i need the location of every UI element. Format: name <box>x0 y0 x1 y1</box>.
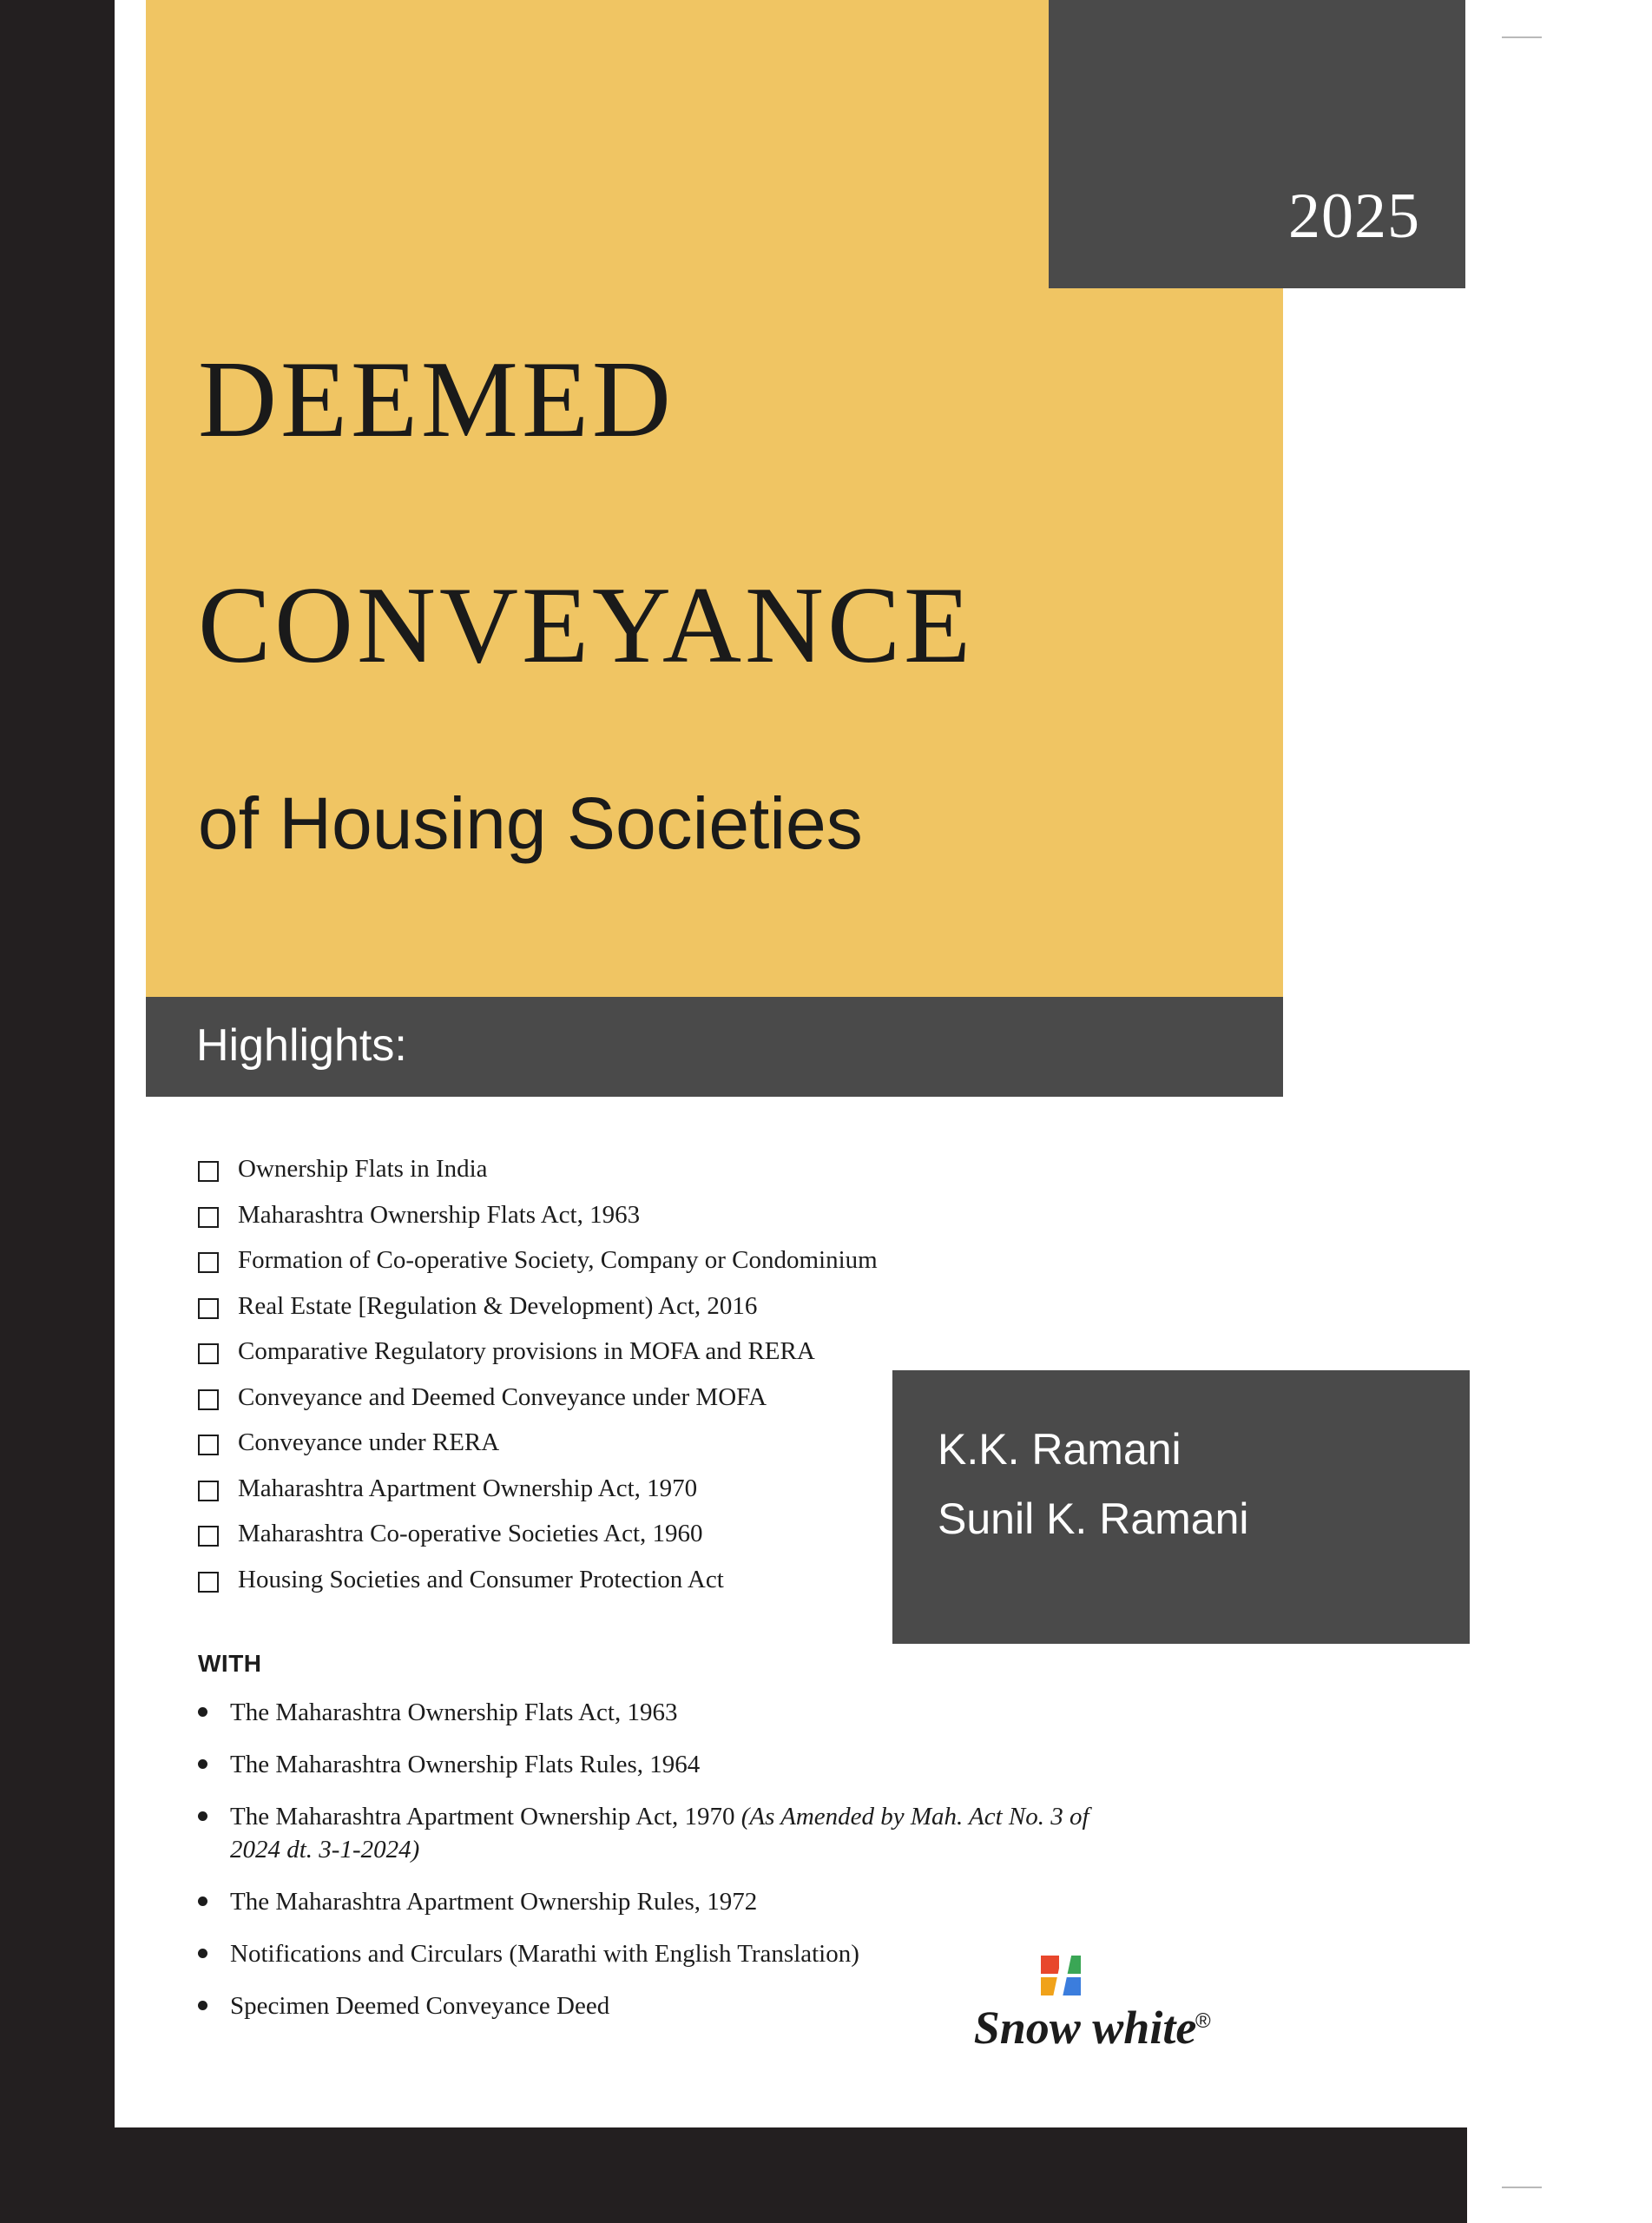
checkbox-icon <box>198 1161 219 1182</box>
checkbox-icon <box>198 1526 219 1547</box>
subtitle: of Housing Societies <box>198 782 863 864</box>
checkbox-icon <box>198 1207 219 1228</box>
list-item <box>198 1696 1092 1729</box>
list-item <box>198 1292 1066 1321</box>
year-label: 2025 <box>1288 181 1420 252</box>
bullet-icon <box>198 1949 207 1958</box>
list-item-label: The Maharashtra Ownership Flats Act, 1963 <box>230 1699 678 1726</box>
title-line-2: CONVEYANCE <box>198 565 975 686</box>
list-item <box>198 1800 1092 1866</box>
author-name: Sunil K. Ramani <box>938 1494 1249 1543</box>
list-item-label: Maharashtra Co-operative Societies Act, 1960 <box>238 1520 703 1547</box>
checkbox-icon <box>198 1252 219 1273</box>
list-item-label: Conveyance under RERA <box>238 1428 500 1456</box>
list-item-label: Real Estate [Regulation & Development) Act, 2016 <box>238 1291 758 1320</box>
with-heading: WITH <box>198 1650 262 1677</box>
checkbox-icon <box>198 1572 219 1593</box>
list-item-note: (As Amended by Mah. Act No. 3 of 2024 dt. 3-1-2024) <box>230 1803 1089 1863</box>
bullet-icon <box>198 1759 207 1769</box>
list-item <box>198 1201 1066 1230</box>
list-item-label: The Maharashtra Apartment Ownership Act, 1970 (As Amended by Mah. Act No. 3 of 2024 dt. 3-1-2024) <box>230 1803 1089 1863</box>
list-item <box>198 1885 1092 1918</box>
list-item-label: The Maharashtra Apartment Ownership Rules, 1972 <box>230 1888 758 1916</box>
highlights-band <box>146 997 1283 1097</box>
list-item-label: Maharashtra Apartment Ownership Act, 1970 <box>238 1474 698 1502</box>
checkbox-icon <box>198 1435 219 1455</box>
list-item <box>198 1246 1066 1275</box>
crop-mark-bottom <box>1502 2187 1542 2188</box>
crop-mark-top <box>1502 36 1542 38</box>
list-item <box>198 1748 1092 1781</box>
list-item <box>198 1155 1066 1184</box>
bullet-icon <box>198 1896 207 1906</box>
year-badge <box>1049 0 1465 288</box>
author-name: K.K. Ramani <box>938 1425 1181 1474</box>
list-item-label: Ownership Flats in India <box>238 1155 488 1183</box>
list-item-label: The Maharashtra Ownership Flats Rules, 1964 <box>230 1751 701 1778</box>
publisher-logo <box>933 1956 1237 2077</box>
highlights-label: Highlights: <box>196 1020 407 1071</box>
snow-white-logo-icon <box>1041 1956 1083 1997</box>
bullet-icon <box>198 1811 207 1821</box>
list-item <box>198 1337 1066 1366</box>
list-item-label: Notifications and Circulars (Marathi with English Translation) <box>230 1940 859 1968</box>
checkbox-icon <box>198 1343 219 1364</box>
registered-trademark-icon: ® <box>1195 2009 1211 2033</box>
list-item-label: Housing Societies and Consumer Protection Act <box>238 1565 724 1593</box>
bullet-icon <box>198 2001 207 2010</box>
bottom-bar <box>0 2127 1467 2223</box>
publisher-name: Snow white <box>973 2002 1197 2054</box>
authors-box <box>892 1370 1470 1644</box>
list-item-label: Maharashtra Ownership Flats Act, 1963 <box>238 1200 641 1229</box>
list-item-label: Formation of Co-operative Society, Company or Condominium <box>238 1246 878 1274</box>
list-item-label: Specimen Deemed Conveyance Deed <box>230 1992 610 2020</box>
title-line-1: DEEMED <box>198 340 675 460</box>
left-spine-bar <box>0 0 115 2223</box>
checkbox-icon <box>198 1481 219 1501</box>
bullet-icon <box>198 1707 207 1717</box>
list-item-label: Comparative Regulatory provisions in MOFA and RERA <box>238 1337 815 1365</box>
checkbox-icon <box>198 1298 219 1319</box>
checkbox-icon <box>198 1389 219 1410</box>
list-item-label: Conveyance and Deemed Conveyance under MOFA <box>238 1382 767 1411</box>
